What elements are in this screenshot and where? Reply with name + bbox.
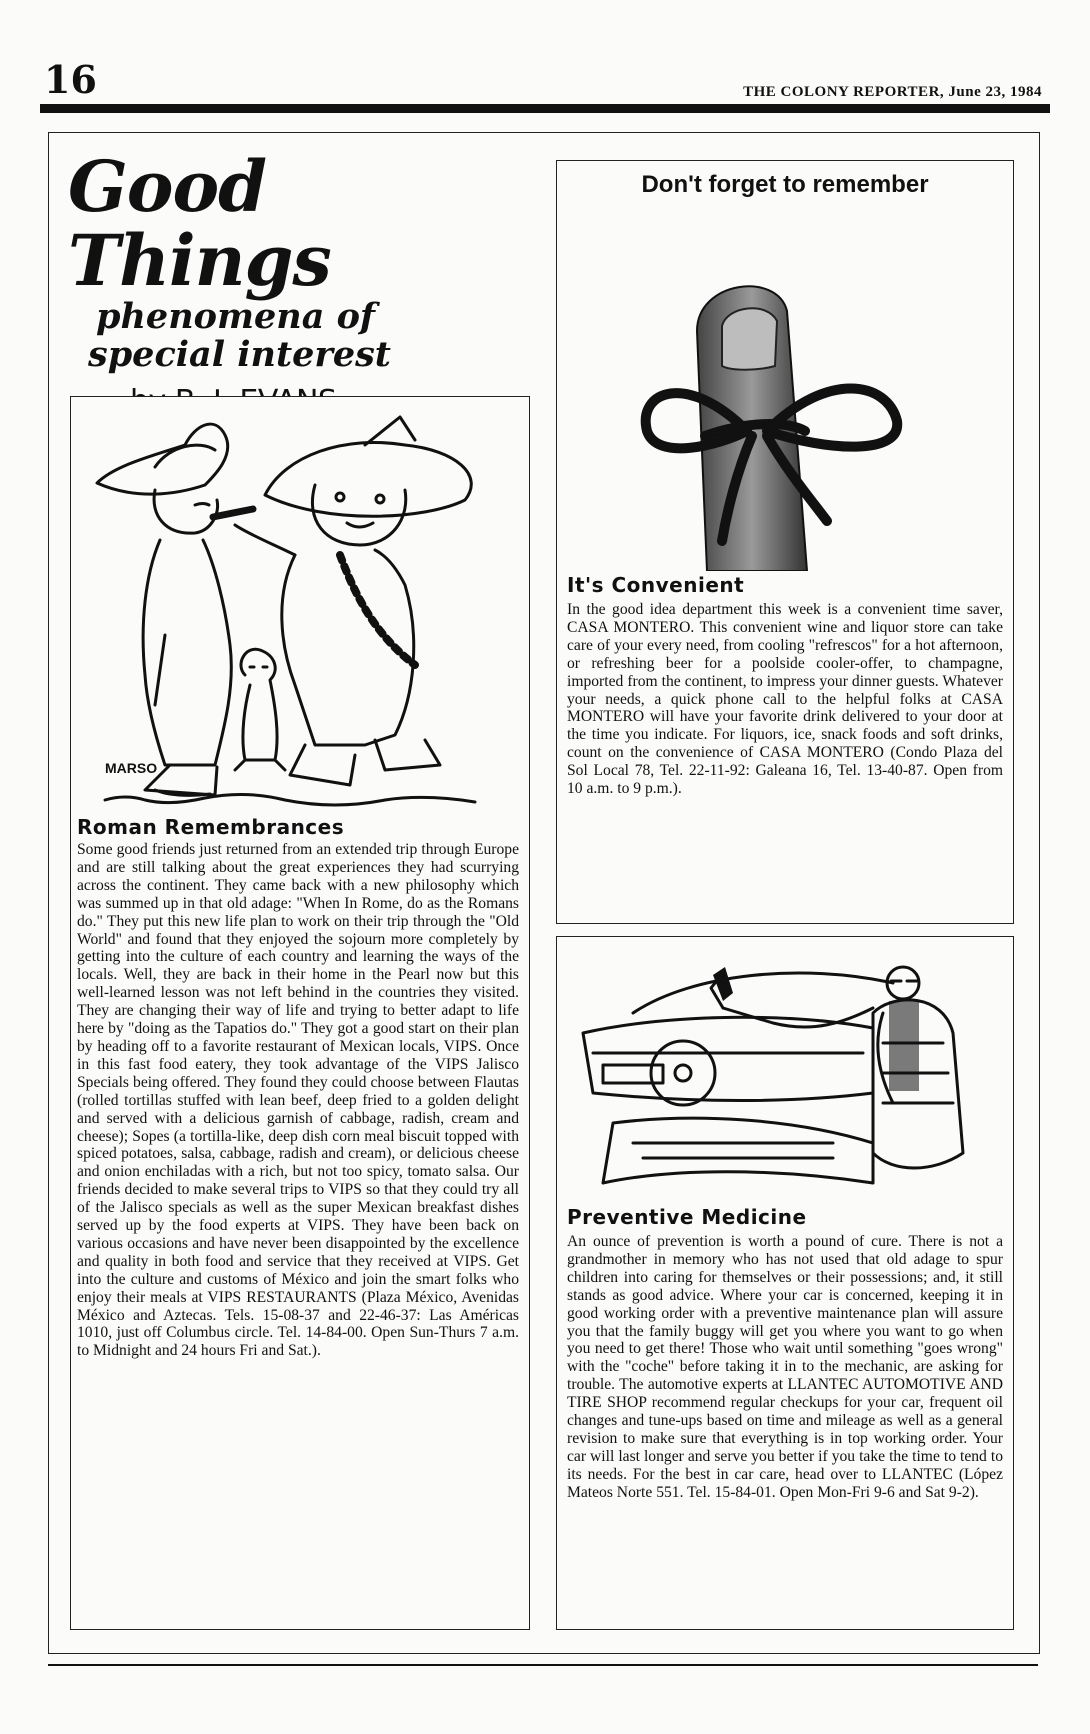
finger-with-bow-photo bbox=[627, 271, 927, 571]
article-body: In the good idea department this week is a convenient time saver, CASA MONTERO. This convenient wine and liquor store can take care of your every need, from cooling "refrescos" for a hot afternoon, or refreshing beer for a poolside cooler-offer, to champagne, imported from the continent, to impress your dinner guests. Whatever your needs, a quick phone call to the helpful folks at CASA MONTERO will have your favorite drink delivered to your door at the time you indicate. For liquors, ice, snack foods and soft drinks, count on the convenience of CASA MONTERO (Condo Plaza del Sol Local 78, Tel. 22-11-92: Galeana 16, Tel. 13-40-87. Open from 10 a.m. to 9 p.m.). bbox=[567, 601, 1003, 798]
feature-subtitle-line1: phenomena of bbox=[96, 296, 375, 337]
article-its-convenient bbox=[556, 160, 1014, 924]
banner-heading: Don't forget to remember bbox=[641, 171, 929, 198]
page-number: 16 bbox=[44, 57, 97, 102]
illustrator-signature: MARSO bbox=[105, 760, 158, 776]
feature-subtitle-line2: special interest bbox=[88, 334, 391, 375]
article-heading: Roman Remembrances bbox=[77, 815, 345, 839]
footer-rule bbox=[48, 1664, 1038, 1666]
article-preventive-medicine bbox=[556, 936, 1014, 1630]
cartoon-illustration bbox=[85, 405, 515, 815]
article-roman-remembrances bbox=[70, 396, 530, 1630]
feature-title: Good Things bbox=[68, 145, 331, 302]
man-in-car-cartoon bbox=[573, 953, 997, 1203]
article-heading: Preventive Medicine bbox=[567, 1205, 807, 1229]
article-heading: It's Convenient bbox=[567, 573, 745, 597]
masthead: THE COLONY REPORTER, June 23, 1984 bbox=[743, 84, 1042, 100]
article-body: Some good friends just returned from an extended trip through Europe and are still talking about the great experiences they had scurrying across the continent. They came back with a new philosophy which was summed up in that old adage: "When In Rome, do as the Romans do." They put this new life plan to work on their trip through the "Old World" and found that they enjoyed the sojourn more completely by getting into the culture of each country and learning the ways of the locals. Well, they are back in their home in the Pearl now but this well-learned lesson was not left behind in the countries they visited. They are changing their way of life and trying to better adapt to life here by "doing as the Tapatios do." They got a good start on their plan by heading off to a favorite restaurant of Mexican locals, VIPS. Once in this fast food eatery, they took advantage of the VIPS Jalisco Specials being offered. They found they could choose between Flautas (rolled tortillas stuffed with lean beef, deep fried to a golden delight and served with a delicious garnish of cabbage, radish, cream and cheese); Sopes (a tortilla-like, deep dish corn meal biscuit topped with spiced potatoes, salsa, cabbage, radish and cream), or delicious cheese and onion enchiladas with a rich, but not too spicy, tomato salsa. Our friends decided to make several trips to VIPS so that they could try all of the Jalisco specials as well as the super Mexican breakfast dishes served up by the food experts at VIPS. They have been back on various occasions and have never been disappointed by the excellence and quality in both food and service that they received at VIPS. Get into the culture and customs of México and join the smart folks who enjoy their meals at VIPS RESTAURANTS (Plaza México, Avenidas México and Aztecas. Tels. 15-08-37 and 22-46-37: Las Américas 1010, just off Columbus circle. Tel. 14-84-00. Open Sun-Thurs 7 a.m. to Midnight and 24 hours Fri and Sat.). bbox=[77, 841, 519, 1360]
article-body: An ounce of prevention is worth a pound of cure. There is not a grandmother in memory who has not used that old adage to spur children into caring for themselves or their possessions; and, it still stands as good advice. Where your car is concerned, keeping it in good working order with a preventive maintenance plan will assure you that the family buggy will get you where you want to go when you need to get there! Those who wait until something "goes wrong" with the "coche" before taking it in to the mechanic, are asking for trouble. The automotive experts at LLANTEC AUTOMOTIVE AND TIRE SHOP recommend regular checkups for your car, frequent oil changes and tune-ups based on time and mileage as well as a general revision to make sure that everything is in top working order. Your car will last longer and serve you better if you take the time to tend to its needs. For the best in car care, head over to LLANTEC (López Mateos Norte 551. Tel. 15-84-01. Open Mon-Fri 9-6 and Sat 9-2). bbox=[567, 1233, 1003, 1501]
feature-title-block bbox=[68, 145, 538, 419]
header-rule bbox=[40, 104, 1050, 113]
